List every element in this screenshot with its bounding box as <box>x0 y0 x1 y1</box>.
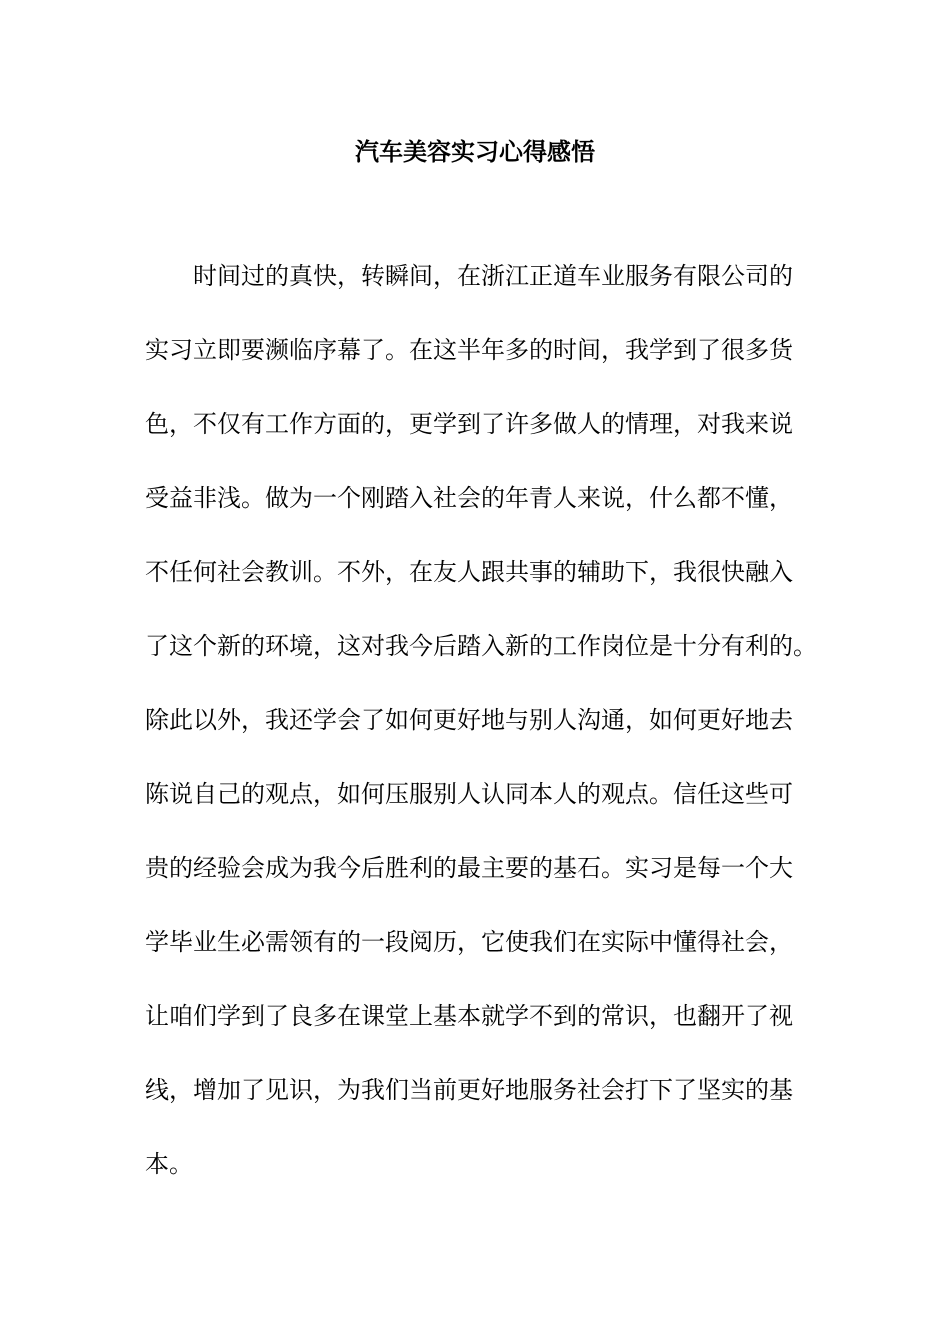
paragraph-line: 贵的经验会成为我今后胜利的最主要的基石。实习是每一个大 <box>145 854 793 882</box>
paragraph-line: 受益非浅。做为一个刚踏入社会的年青人来说，什么都不懂， <box>145 484 793 512</box>
document-title: 汽车美容实习心得感悟 <box>355 137 595 166</box>
paragraph-line: 色，不仅有工作方面的，更学到了许多做人的情理，对我来说 <box>145 410 793 438</box>
paragraph-line: 学毕业生必需领有的一段阅历，它使我们在实际中懂得社会， <box>145 928 793 956</box>
paragraph-line: 了这个新的环境，这对我今后踏入新的工作岗位是十分有利的。 <box>145 632 817 660</box>
paragraph-line: 实习立即要濒临序幕了。在这半年多的时间，我学到了很多货 <box>145 336 793 364</box>
document-body <box>145 257 835 1219</box>
paragraph-line: 除此以外，我还学会了如何更好地与别人沟通，如何更好地去 <box>145 706 793 734</box>
paragraph-line: 本。 <box>145 1150 193 1178</box>
paragraph-line: 让咱们学到了良多在课堂上基本就学不到的常识，也翻开了视 <box>145 1002 793 1030</box>
paragraph-line: 时间过的真快，转瞬间，在浙江正道车业服务有限公司的 <box>193 262 793 290</box>
paragraph-line: 陈说自己的观点，如何压服别人认同本人的观点。信任这些可 <box>145 780 793 808</box>
paragraph-line: 线，增加了见识，为我们当前更好地服务社会打下了坚实的基 <box>145 1076 793 1104</box>
paragraph-line: 不任何社会教训。不外，在友人跟共事的辅助下，我很快融入 <box>145 558 793 586</box>
